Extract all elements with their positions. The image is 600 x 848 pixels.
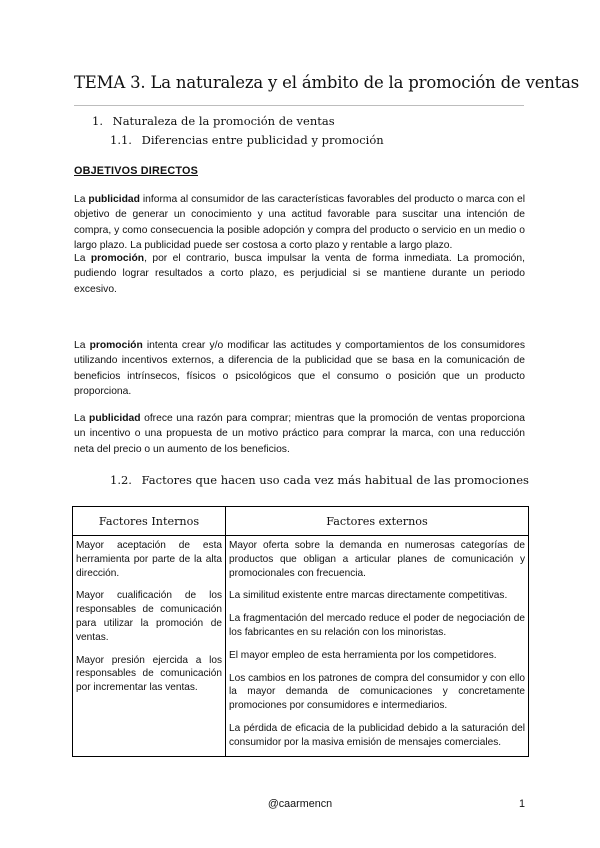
paragraph-text: La [74, 253, 91, 264]
table-header-row [73, 507, 529, 536]
heading-1-number: 1. [92, 114, 103, 128]
title-divider [74, 105, 524, 106]
internos-item: Mayor cualificación de los responsables de comunicación para utilizar la promoción de ventas. [76, 590, 222, 643]
document-title: TEMA 3. La naturaleza y el ámbito de la promoción de ventas [74, 73, 580, 92]
heading-1-1-number: 1.1. [110, 133, 132, 147]
factores-table [72, 506, 529, 757]
paragraph-text: La [74, 194, 89, 205]
paragraph-text: La [74, 413, 90, 424]
table-row [73, 536, 529, 757]
heading-1-1 [110, 133, 384, 147]
paragraph-bold-term: promoción [90, 253, 145, 264]
header-factores-internos: Factores Internos [73, 507, 226, 536]
externos-item: La fragmentación del mercado reduce el poder de negociación de los fabricantes en su relación con los minoristas. [229, 613, 525, 638]
externos-item: Los cambios en los patrones de compra del consumidor y con ello la mayor demanda de comunicaciones y concretamente promociones por consumidores e intermediarios. [229, 672, 525, 712]
heading-1-2-text: Factores que hacen uso cada vez más habitual de las promociones [141, 473, 529, 487]
externos-item: El mayor empleo de esta herramienta por los competidores. [229, 649, 497, 661]
paragraph-bold-term: promoción [89, 340, 143, 351]
internos-cell [73, 536, 226, 757]
paragraph-publicidad-2 [74, 411, 525, 457]
paragraph-promocion-2 [74, 338, 525, 399]
footer-page-number: 1 [519, 798, 526, 810]
heading-1-2-number: 1.2. [110, 473, 132, 487]
paragraph-promocion-1 [74, 251, 525, 297]
internos-item: Mayor aceptación de esta herramienta por parte de la alta dirección. [76, 540, 222, 579]
paragraph-text: La [74, 340, 90, 351]
header-factores-externos: Factores externos [226, 507, 529, 536]
paragraph-text: informa al consumidor de las características favorables del producto o marca con el objetivo de generar un conocimiento y una actitud favorable para suscitar una intención de compra, y como consecuencia la posible adopción y compra del producto o servicio en un medio o largo plazo. La publicidad puede ser costosa a corto plazo y rentable a largo plazo. [74, 194, 525, 251]
internos-item: Mayor presión ejercida a los responsables de comunicación por incrementar las ventas. [76, 654, 222, 694]
heading-1-text: Naturaleza de la promoción de ventas [112, 114, 335, 128]
heading-1 [92, 114, 335, 128]
paragraph-publicidad-1 [74, 192, 525, 253]
externos-item: Mayor oferta sobre la demanda en numerosas categorías de productos que obligan a articular planes de comunicación y promocionales con frecuencia. [229, 540, 525, 579]
externos-item: La pérdida de eficacia de la publicidad debido a la saturación del consumidor por la masiva emisión de mensajes comerciales. [229, 722, 525, 748]
objetivos-heading: OBJETIVOS DIRECTOS [74, 165, 198, 177]
externos-cell [226, 536, 529, 757]
footer-author-handle: @caarmencn [267, 798, 333, 810]
heading-1-2 [110, 473, 529, 487]
paragraph-text: , por el contrario, busca impulsar la venta de forma inmediata. La promoción, pudiendo lograr resultados a corto plazo, es perjudicial si se mantiene durante un periodo excesivo. [74, 253, 525, 295]
paragraph-bold-term: publicidad [88, 194, 140, 205]
paragraph-text: ofrece una razón para comprar; mientras que la promoción de ventas proporciona un incentivo o una propuesta de un motivo práctico para comprar la marca, con una reducción neta del precio o un aumento de los beneficios. [74, 413, 525, 455]
heading-1-1-text: Diferencias entre publicidad y promoción [141, 133, 384, 147]
externos-item: La similitud existente entre marcas directamente competitivas. [229, 590, 508, 602]
paragraph-text: intenta crear y/o modificar las actitudes y comportamientos de los consumidores utilizando incentivos externos, a diferencia de la publicidad que se basa en la comunicación de beneficios intrínsecos, físicos o psicológicos que el consumo o posición que un producto proporciona. [74, 340, 525, 397]
paragraph-bold-term: publicidad [89, 413, 141, 424]
